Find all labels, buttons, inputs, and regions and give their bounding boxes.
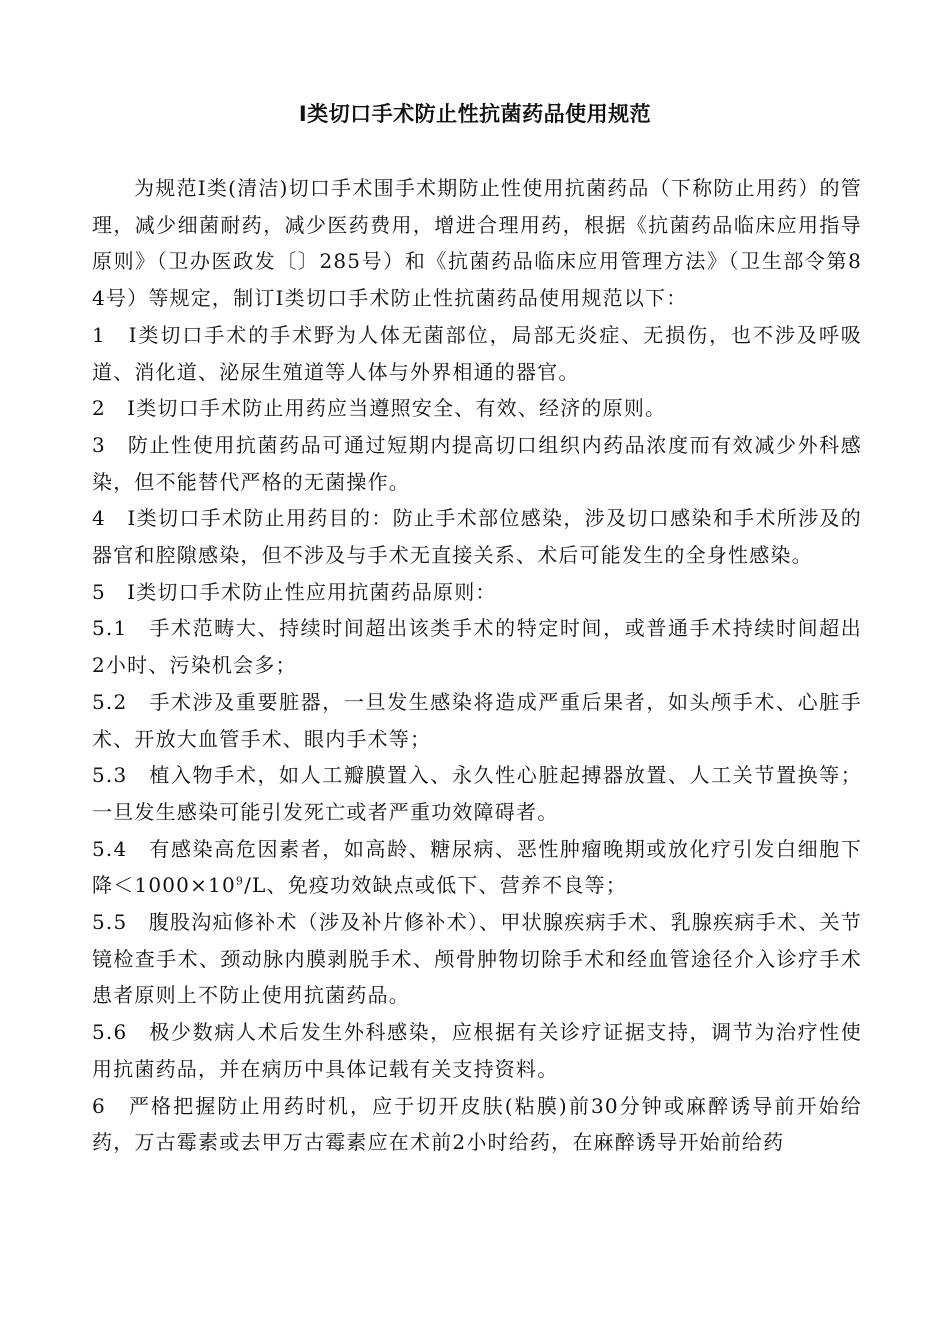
clause-5: 5 Ⅰ类切口手术防止性应用抗菌药品原则： [92,579,497,604]
clause-6: 6 严格把握防止用药时机，应于切开皮肤(粘膜)前30分钟或麻醉诱导前开始给药，万古霉素或去甲万古霉素应在术前2小时给药，在麻醉诱导开始前给药 [92,1093,862,1155]
intro-paragraph: 为规范Ⅰ类(清洁)切口手术围手术期防止性使用抗菌药品（下称防止用药）的管理，减少细菌耐药，减少医药费用，增进合理用药，根据《抗菌药品临床应用指导原则》（卫办医政发〔〕285号）和《抗菌药品临床应用管理方法》（卫生部令第84号）等规定，制订Ⅰ类切口手术防止性抗菌药品使用规范以下： [92,176,862,311]
clause-5-4-text-before: 5.4 有感染高危因素者，如高龄、糖尿病、恶性肿瘤晚期或放化疗引发白细胞下降＜1000×10 [92,836,862,898]
clause-5-2: 5.2 手术涉及重要脏器，一旦发生感染将造成严重后果者，如头颅手术、心脏手术、开放大血管手术、眼内手术等； [92,689,862,751]
clause-1: 1 Ⅰ类切口手术的手术野为人体无菌部位，局部无炎症、无损伤，也不涉及呼吸道、消化道、泌尿生殖道等人体与外界相通的器官。 [92,322,862,384]
clause-5-1: 5.1 手术范畴大、持续时间超出该类手术的特定时间，或普通手术持续时间超出2小时、污染机会多； [92,616,862,678]
document-title: Ⅰ类切口手术防止性抗菌药品使用规范 [298,102,652,126]
clause-4: 4 Ⅰ类切口手术防止用药目的：防止手术部位感染，涉及切口感染和手术所涉及的器官和腔隙感染，但不涉及与手术无直接关系、术后可能发生的全身性感染。 [92,506,862,568]
clause-5-4-exponent: 9 [235,874,245,888]
clause-5-3: 5.3 植入物手术，如人工瓣膜置入、永久性心脏起搏器放置、人工关节置换等；一旦发生感染可能引发死亡或者严重功效障碍者。 [92,763,862,824]
clause-3: 3 防止性使用抗菌药品可通过短期内提高切口组织内药品浓度而有效减少外科感染，但不能替代严格的无菌操作。 [92,432,862,494]
clause-5-4-text-after: /L、免疫功效缺点或低下、营养不良等； [244,873,627,898]
clause-5-4 [92,831,862,904]
clause-2: 2 Ⅰ类切口手术防止用药应当遵照安全、有效、经济的原则。 [92,396,667,421]
document-body [92,170,862,1161]
clause-5-6: 5.6 极少数病人术后发生外科感染，应根据有关诊疗证据支持，调节为治疗性使用抗菌药品，并在病历中具体记载有关支持资料。 [92,1020,862,1081]
clause-5-5: 5.5 腹股沟疝修补术（涉及补片修补术）、甲状腺疾病手术、乳腺疾病手术、关节镜检查手术、颈动脉内膜剥脱手术、颅骨肿物切除手术和经血管途径介入诊疗手术患者原则上不防止使用抗菌药品。 [92,910,862,1008]
